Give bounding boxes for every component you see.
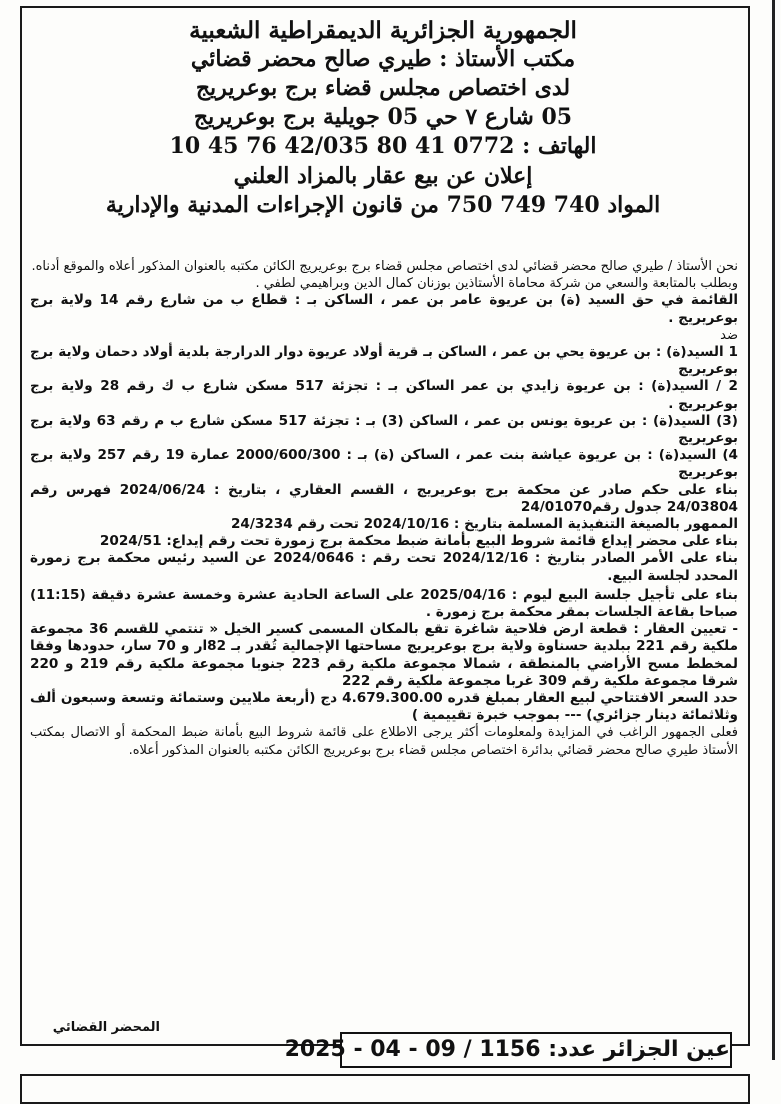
- deposit-paragraph: بناء على محضر إيداع قائمة شروط البيع بأمانة ضبط محكمة برج زمورة تحت رقم إيداع: 2024/51: [99, 533, 738, 550]
- page-edge-rule: [772, 0, 775, 1060]
- postponement-paragraph: بناء على تأجيل جلسة البيع ليوم : 2025/04/16 على الساعة الحادية عشرة وخمسة عشرة دقيقة (11:15) صباحا بقاعة الجلسات بمقر محكمة برج زمورة .: [30, 586, 738, 621]
- bailiff-signature: المحضر القضائي: [52, 1020, 160, 1035]
- next-notice-border: [20, 1074, 750, 1104]
- defendant-1: 1 السيد(ة) : بن عريوة يحي بن عمر ، الساكن بـ قرية أولاد عريوة دوار الدرارجة بلدية أولاد دحمان ولاية برج بوعريريج: [30, 344, 738, 378]
- defendant-2: 2 / السيد(ة) : بن عريوة زايدي بن عمر الساكن بـ : تجزئة 517 مسكن شارع ب ك رقم 28 ولاية برج بوعريريج .: [30, 378, 738, 412]
- law-articles-heading: المواد 740 749 750 من قانون الإجراءات المدنية والإدارية: [105, 192, 661, 218]
- jurisdiction-heading: لدى اختصاص مجلس قضاء برج بوعريريج: [195, 75, 571, 101]
- address-heading: 05 شارع ٧ حي 05 جويلية برج بوعريريج: [193, 104, 573, 130]
- phone-heading: الهاتف : 0772 41 80 42/035 76 45 10: [169, 133, 597, 159]
- against-label: ضد: [720, 327, 738, 343]
- defendant-4: 4) السيد(ة) : بن عريوة عياشة بنت عمر ، الساكن (ة) بـ : 2000/600/300 عمارة 19 رقم 257 ولاية برج بوعريريج: [30, 447, 738, 481]
- property-paragraph: - تعيين العقار : قطعة ارض فلاحية شاغرة تقع بالمكان المسمى كسير الخيل « تنتمي للقسم 36 مجموعة ملكية رقم 221 ببلدية حسناوة ولاية برج بوعريريج مساحتها الإجمالية تُقدر بـ 82ار و 70 سار، حدودها وفقا لمخطط مسح الأراضي بالمنطقة ، شمالا مجموعة ملكية رقم 223 جنوبا مجموعة ملكية رقم 219 و 220 شرقا مجموعة ملكية رقم 309 غربا مجموعة ملكية رقم 222: [30, 621, 739, 689]
- price-paragraph: حدد السعر الافتتاحي لبيع العقار بمبلغ قدره 4.679.300.00 دج (أربعة ملايين وستمائة وتسعة وسبعون ألف وثلاثمائة دينار جزائري) --- بموجب خبرة تقييمية ): [30, 690, 738, 724]
- newspaper-reference-box: عين الجزائر عدد: 1156 / 09 - 04 - 2025: [340, 1032, 732, 1068]
- plaintiff-paragraph: القائمة في حق السيد (ة) بن عريوة عامر بن عمر ، الساكن بـ : قطاع ب من شارع رقم 14 ولاية برج بوعريريج .: [30, 292, 738, 326]
- executive-paragraph: الممهور بالصيغة التنفيذية المسلمة بتاريخ : 2024/10/16 تحت رقم 24/3234: [230, 516, 738, 533]
- defendant-3: (3) السيد(ة) : بن عريوة يونس بن عمر ، الساكن (3) بـ : تجزئة 517 مسكن شارع ب م رقم 63 ولاية برج بوعريريج: [30, 412, 738, 447]
- invitation-paragraph: فعلى الجمهور الراغب في المزايدة ولمعلومات أكثر يرجى الاطلاع على قائمة شروط البيع بأمانة ضبط المحكمة أو الاتصال بمكتب الأستاذ طيري صالح محضر قضائي بدائرة اختصاص مجلس قضاء برج بوعريريج الكائن مكتبه بالعنوان المذكور أعلاه.: [30, 725, 738, 758]
- notice-body: [30, 258, 738, 759]
- notice-title: إعلان عن بيع عقار بالمزاد العلني: [233, 163, 533, 189]
- republic-heading: الجمهورية الجزائرية الديمقراطية الشعبية: [189, 17, 577, 44]
- office-heading: مكتب الأستاذ : طيري صالح محضر قضائي: [190, 46, 576, 72]
- request-paragraph: وبطلب بالمتابعة والسعي من شركة محاماة الأستاذين بوزنان كمال الدين وبراهيمي لطفي .: [255, 276, 738, 292]
- notice-header: [28, 16, 738, 220]
- judgment-paragraph: بناء على حكم صادر عن محكمة برج بوعريريج ، القسم العقاري ، بتاريخ : 2024/06/24 فهرس رقم 24/03804 جدول رقم24/01070: [30, 481, 738, 515]
- intro-paragraph: نحن الأستاذ / طيري صالح محضر قضائي لدى اختصاص مجلس قضاء برج بوعريريج الكائن مكتبه بالعنوان المذكور أعلاه والموقع أدناه.: [31, 259, 738, 274]
- order-paragraph: بناء على الأمر الصادر بتاريخ : 2024/12/16 تحت رقم : 2024/0646 عن السيد رئيس محكمة برج زمورة المحدد لجلسة البيع.: [30, 550, 738, 584]
